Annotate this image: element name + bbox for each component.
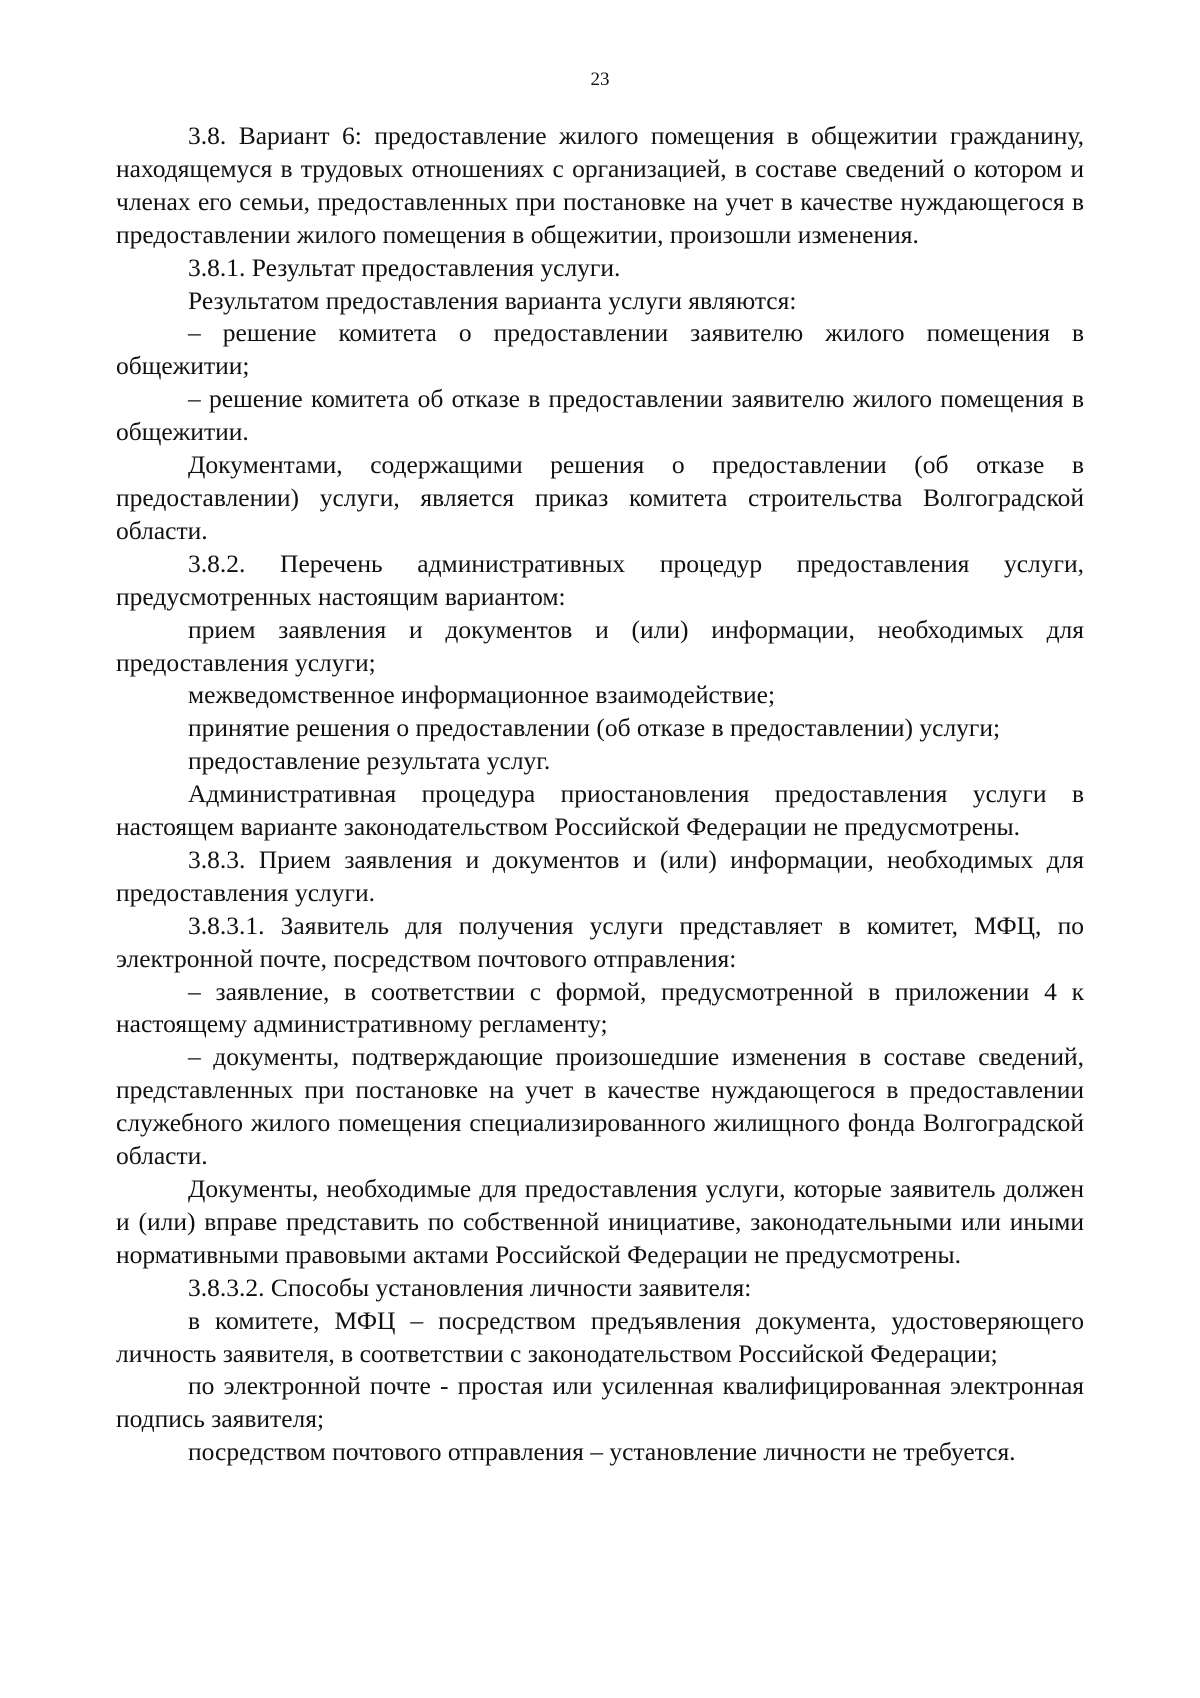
list-item-identity-email: по электронной почте - простая или усиленная квалифицированная электронная подпись заявителя; xyxy=(116,1371,1084,1434)
paragraph-3-8-3-heading: 3.8.3. Прием заявления и документов и (или) информации, необходимых для предоставления услуги. xyxy=(116,844,1084,907)
list-item-procedure-result: предоставление результата услуг. xyxy=(188,746,551,776)
document-body xyxy=(116,120,1084,1469)
list-item-application-form: – заявление, в соответствии с формой, предусмотренной в приложении 4 к настоящему административному регламенту; xyxy=(116,976,1084,1039)
paragraph-3-8-2-heading: 3.8.2. Перечень административных процедур предоставления услуги, предусмотренных настоящим вариантом: xyxy=(116,548,1084,611)
paragraph-3-8-heading: 3.8. Вариант 6: предоставление жилого помещения в общежитии гражданину, находящемуся в трудовых отношениях с организацией, в составе сведений о котором и членах его семьи, предоставленных при постановке на учет в качестве нуждающегося в предоставлении жилого помещения в общежитии, произошли изменения. xyxy=(116,121,1084,249)
list-item-decision-grant: – решение комитета о предоставлении заявителю жилого помещения в общежитии; xyxy=(116,318,1084,381)
paragraph-3-8-1-heading: 3.8.1. Результат предоставления услуги. xyxy=(188,252,621,282)
paragraph-decision-documents: Документами, содержащими решения о предоставлении (об отказе в предоставлении) услуги, является приказ комитета строительства Волгоградской области. xyxy=(116,450,1084,545)
paragraph-3-8-3-2-heading: 3.8.3.2. Способы установления личности заявителя: xyxy=(188,1272,752,1302)
paragraph-optional-documents: Документы, необходимые для предоставления услуги, которые заявитель должен и (или) вправе представить по собственной инициативе, законодательными или иными нормативными правовыми актами Российской Федерации не предусмотрены. xyxy=(116,1174,1084,1269)
list-item-procedure-interagency: межведомственное информационное взаимодействие; xyxy=(188,680,776,710)
page-number: 23 xyxy=(590,69,610,90)
paragraph-result-intro: Результатом предоставления варианта услуги являются: xyxy=(188,285,797,315)
paragraph-3-8-3-1-heading: 3.8.3.1. Заявитель для получения услуги представляет в комитет, МФЦ, по электронной почте, посредством почтового отправления: xyxy=(116,910,1084,973)
list-item-decision-refusal: – решение комитета об отказе в предоставлении заявителю жилого помещения в общежитии. xyxy=(116,384,1084,447)
list-item-procedure-decision: принятие решения о предоставлении (об отказе в предоставлении) услуги; xyxy=(188,713,1001,743)
list-item-supporting-documents: – документы, подтверждающие произошедшие изменения в составе сведений, представленных при постановке на учет в качестве нуждающегося в предоставлении служебного жилого помещения специализированного жилищного фонда Волгоградской области. xyxy=(116,1042,1084,1171)
list-item-identity-post: посредством почтового отправления – установление личности не требуется. xyxy=(188,1437,1016,1467)
paragraph-suspension: Административная процедура приостановления предоставления услуги в настоящем варианте законодательством Российской Федерации не предусмотрены. xyxy=(116,779,1084,842)
list-item-identity-in-person: в комитете, МФЦ – посредством предъявления документа, удостоверяющего личность заявителя, в соответствии с законодательством Российской Федерации; xyxy=(116,1305,1084,1368)
list-item-procedure-intake: прием заявления и документов и (или) информации, необходимых для предоставления услуги; xyxy=(116,614,1084,677)
